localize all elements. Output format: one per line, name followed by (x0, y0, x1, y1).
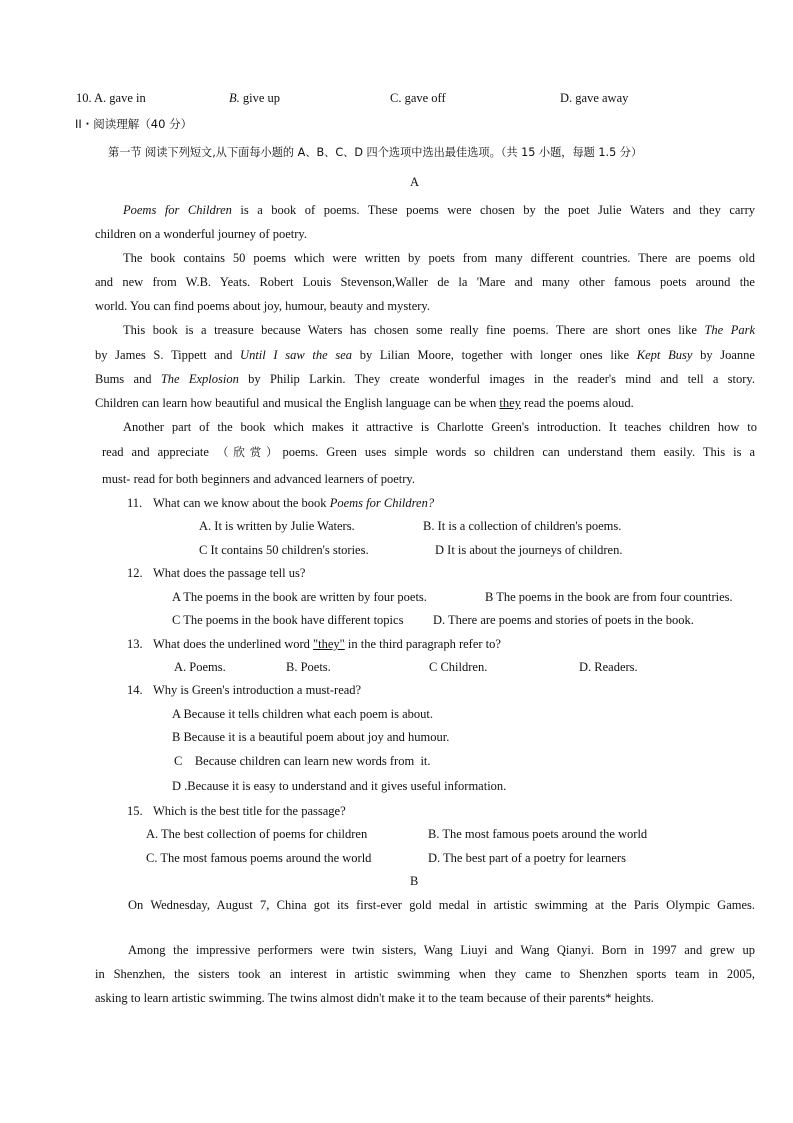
question-number: 15. (127, 804, 143, 818)
option-b: B. give up (229, 91, 281, 105)
option-d: D. Readers. (579, 660, 638, 674)
option-b: B. It is a collection of children's poems. (423, 519, 622, 533)
paragraph-1-line-2: children on a wonderful journey of poetry. (95, 227, 307, 241)
paragraph-2-line-3: world. You can find poems about joy, humour, beauty and mystery. (95, 299, 430, 313)
paragraph-4-line-2: read and appreciate （欣赏）poems. Green uses simple words so children can understand them easily. This is a (102, 445, 756, 459)
option-c: C Because children can learn new words from it. (174, 754, 431, 768)
question-number: 13. (127, 637, 143, 651)
paragraph-4-line-1: Another part of the book which makes it attractive is Charlotte Green's introduction. It teaches children how to (123, 420, 757, 434)
part-heading: II・阅读理解（40 分） (75, 117, 193, 131)
passage-label: A (410, 175, 420, 189)
paragraph-2-line-1: The book contains 50 poems which were written by poets from many different countries. There are poems old (123, 251, 755, 265)
option-a: A Because it tells children what each poem is about. (172, 707, 434, 721)
option-d: D It is about the journeys of children. (435, 543, 623, 557)
option-a: A. It is written by Julie Waters. (199, 519, 355, 533)
option-c: C The poems in the book have different topics (172, 613, 404, 627)
passage-label: B (410, 874, 419, 888)
question-stem: What does the underlined word "they" in the third paragraph refer to? (153, 637, 501, 651)
question-stem: What does the passage tell us? (153, 566, 306, 580)
option-d: D. The best part of a poetry for learners (428, 851, 626, 865)
option-a: A. gave in (94, 91, 146, 105)
option-b: B The poems in the book are from four countries. (485, 590, 733, 604)
paragraph-4-line-3: must- read for both beginners and advanced learners of poetry. (102, 472, 415, 486)
question-stem: What can we know about the book Poems for Children? (153, 496, 435, 510)
paragraph-3-line-1: This book is a treasure because Waters has chosen some really fine poems. There are short ones like The Park (123, 323, 755, 337)
option-a: A. The best collection of poems for children (146, 827, 368, 841)
option-d: D .Because it is easy to understand and it gives useful information. (172, 779, 507, 793)
question-number: 14. (127, 683, 143, 697)
paragraph-3-line-3: Bums and The Explosion by Philip Larkin. They create wonderful images in the reader's mind and tell a story. (95, 372, 755, 386)
option-c: C Children. (429, 660, 488, 674)
paragraph-3-line-4: Children can learn how beautiful and musical the English language can be when they read the poems aloud. (95, 396, 634, 410)
option-d: D. There are poems and stories of poets in the book. (433, 613, 694, 627)
option-b: B. Poets. (286, 660, 331, 674)
question-number: 12. (127, 566, 143, 580)
question-number: 11. (127, 496, 143, 510)
paragraph-1-line-1: On Wednesday, August 7, China got its first-ever gold medal in artistic swimming at the Paris Olympic Games. (128, 898, 755, 912)
section-instruction: 第一节 阅读下列短文,从下面每小题的 A、B、C、D 四个选项中选出最佳选项。（共 15 小题，每题 1.5 分） (108, 146, 643, 159)
option-d: D. gave away (560, 91, 629, 105)
paragraph-3-line-2: by James S. Tippett and Until I saw the sea by Lilian Moore, together with longer ones like Kept Busy by Joanne (95, 348, 755, 362)
paragraph-1-line-1: Poems for Children is a book of poems. These poems were chosen by the poet Julie Waters and they carry (123, 203, 755, 217)
paragraph-2-line-2: and new from W.B. Yeats. Robert Louis Stevenson,Waller de la 'Mare and many other famous poets around the (95, 275, 755, 289)
option-b: B Because it is a beautiful poem about joy and humour. (172, 730, 450, 744)
option-c: C. gave off (390, 91, 446, 105)
option-c: C It contains 50 children's stories. (199, 543, 369, 557)
option-b: B. The most famous poets around the world (428, 827, 648, 841)
paragraph-2-line-3: asking to learn artistic swimming. The twins almost didn't make it to the team because of their parents* heights. (95, 991, 654, 1005)
question-number: 10. (76, 91, 92, 105)
underlined-word-they: they (499, 396, 521, 410)
option-c: C. The most famous poems around the world (146, 851, 372, 865)
option-a: A. Poems. (174, 660, 226, 674)
question-stem: Why is Green's introduction a must-read? (153, 683, 362, 697)
option-a: A The poems in the book are written by four poets. (172, 590, 427, 604)
question-stem: Which is the best title for the passage? (153, 804, 346, 818)
paragraph-2-line-2: in Shenzhen, the sisters took an interest in artistic swimming when they came to Shenzhen sports team in 2005, (95, 967, 755, 981)
paragraph-2-line-1: Among the impressive performers were twin sisters, Wang Liuyi and Wang Qianyi. Born in 1997 and grew up (128, 943, 755, 957)
